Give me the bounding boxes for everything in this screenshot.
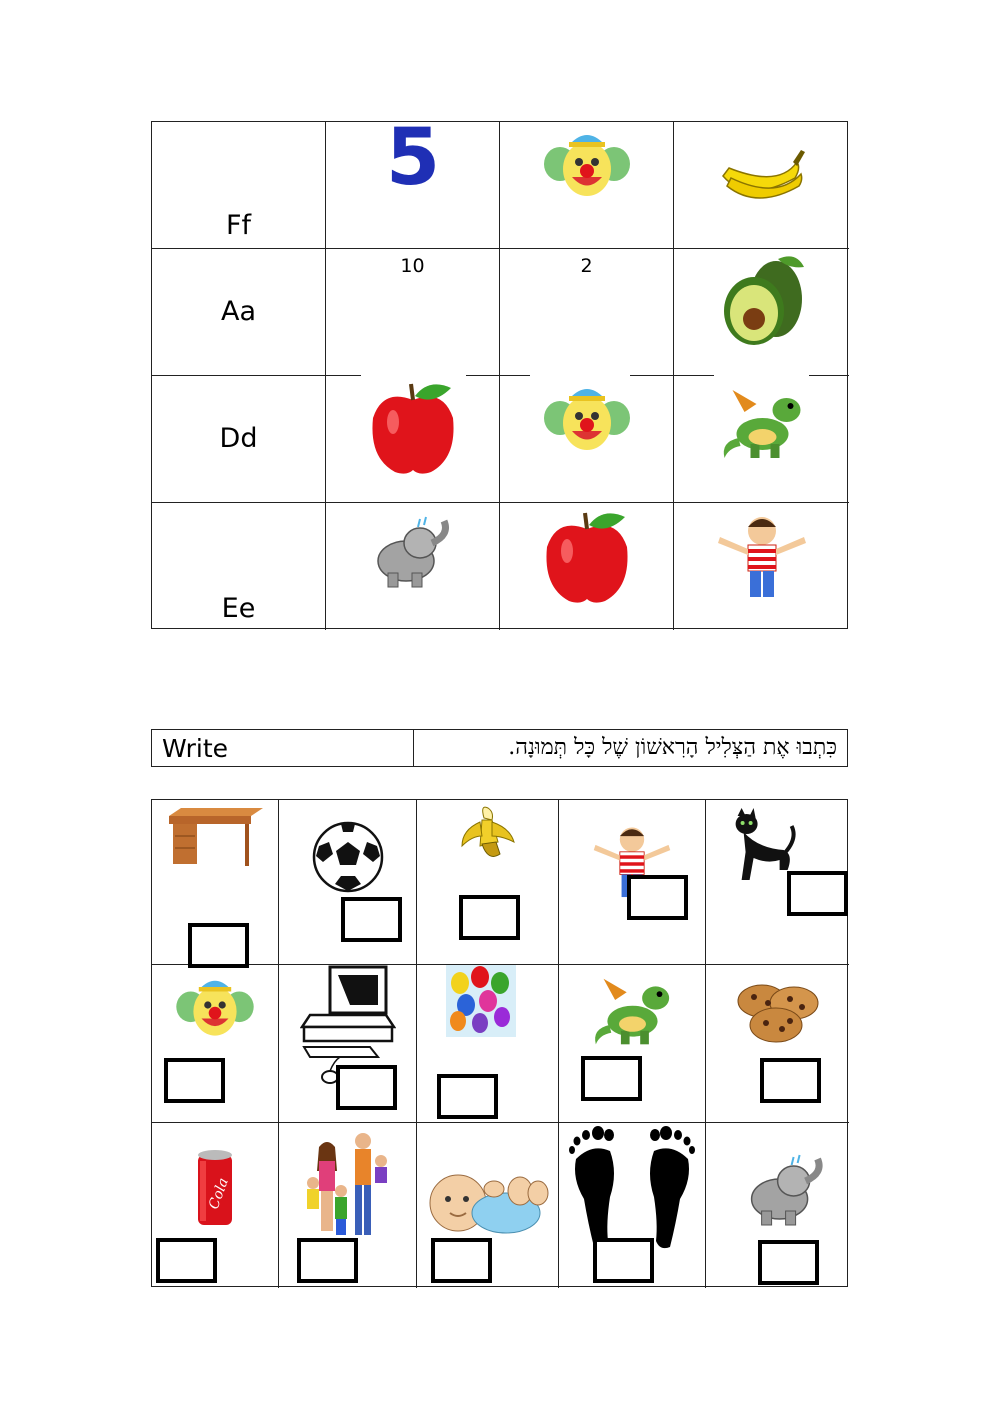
option-cell[interactable]	[674, 122, 849, 249]
picture-cell	[706, 800, 849, 965]
picture-cell	[152, 1123, 279, 1288]
answer-box[interactable]	[581, 1056, 642, 1101]
clown-icon	[169, 969, 261, 1041]
banana-icon	[717, 138, 807, 210]
answer-box[interactable]	[156, 1238, 217, 1283]
option-cell[interactable]	[500, 249, 674, 376]
picture-cell	[417, 800, 559, 965]
instruction-bar	[151, 729, 848, 767]
option-cell[interactable]	[674, 503, 849, 630]
letter-label: Aa	[220, 296, 256, 327]
option-cell[interactable]	[326, 249, 500, 376]
letter-label: Ff	[225, 210, 252, 241]
option-cell[interactable]	[326, 122, 500, 249]
option-cell[interactable]	[674, 376, 849, 503]
apple-icon	[537, 507, 637, 605]
answer-box[interactable]	[758, 1240, 819, 1285]
picture-cell	[279, 800, 417, 965]
picture-cell	[706, 1123, 849, 1288]
boy-icon	[712, 513, 812, 605]
elephant-icon	[743, 1153, 829, 1229]
letter-cell	[152, 122, 326, 249]
answer-box[interactable]	[760, 1058, 821, 1103]
dragon-icon	[714, 382, 809, 467]
answer-box[interactable]	[627, 875, 688, 920]
number-5-image	[385, 120, 441, 192]
answer-box[interactable]	[459, 895, 520, 940]
balloons-icon	[446, 965, 516, 1037]
first-sound-grid	[151, 799, 848, 1287]
cookies-icon	[736, 979, 820, 1045]
picture-cell	[417, 965, 559, 1123]
number-option: 10	[400, 255, 425, 277]
picture-cell	[417, 1123, 559, 1288]
peeled-banana-icon	[458, 806, 518, 862]
option-cell[interactable]	[500, 122, 674, 249]
avocado-icon	[716, 249, 808, 349]
answer-box[interactable]	[787, 871, 848, 916]
option-cell[interactable]	[674, 249, 849, 376]
picture-cell	[152, 965, 279, 1123]
write-label: Write	[152, 730, 414, 766]
option-cell[interactable]	[500, 503, 674, 630]
picture-cell	[279, 1123, 417, 1288]
picture-cell	[559, 1123, 706, 1288]
picture-cell	[706, 965, 849, 1123]
baby-icon	[424, 1163, 552, 1239]
picture-cell	[152, 800, 279, 965]
answer-box[interactable]	[336, 1065, 397, 1110]
picture-cell	[559, 800, 706, 965]
clown-icon	[542, 376, 632, 456]
option-cell[interactable]	[500, 376, 674, 503]
letter-label: Ee	[221, 593, 256, 624]
answer-box[interactable]	[341, 897, 402, 942]
answer-box[interactable]	[188, 923, 249, 968]
letter-cell	[152, 376, 326, 503]
option-cell[interactable]	[326, 503, 500, 630]
soccer-ball-icon	[311, 820, 385, 894]
letter-cell	[152, 249, 326, 376]
answer-box[interactable]	[297, 1238, 358, 1283]
dragon-icon	[584, 971, 680, 1053]
family-icon	[303, 1131, 393, 1251]
letter-label: Dd	[219, 423, 258, 454]
cola-can-icon	[195, 1149, 235, 1229]
number-5-glyph: 5	[385, 120, 440, 192]
number-option: 2	[580, 255, 593, 277]
hebrew-instruction: כִּתְבוּ אֶת הַצְּלִיל הָרִאשׁוֹן שֶׁל כָּל תְּמוּנָה.	[508, 735, 837, 760]
svg-text:Cola: Cola	[205, 1175, 232, 1212]
elephant-icon	[370, 515, 456, 591]
clown-icon	[542, 122, 632, 202]
apple-icon	[363, 378, 463, 476]
letter-cell	[152, 503, 326, 630]
option-cell[interactable]	[326, 376, 500, 503]
desk-icon	[165, 806, 265, 868]
picture-cell	[279, 965, 417, 1123]
answer-box[interactable]	[164, 1058, 225, 1103]
answer-box[interactable]	[431, 1238, 492, 1283]
letter-matching-grid	[151, 121, 848, 629]
picture-cell	[559, 965, 706, 1123]
feet-icon	[568, 1123, 696, 1251]
answer-box[interactable]	[437, 1074, 498, 1119]
answer-box[interactable]	[593, 1238, 654, 1283]
